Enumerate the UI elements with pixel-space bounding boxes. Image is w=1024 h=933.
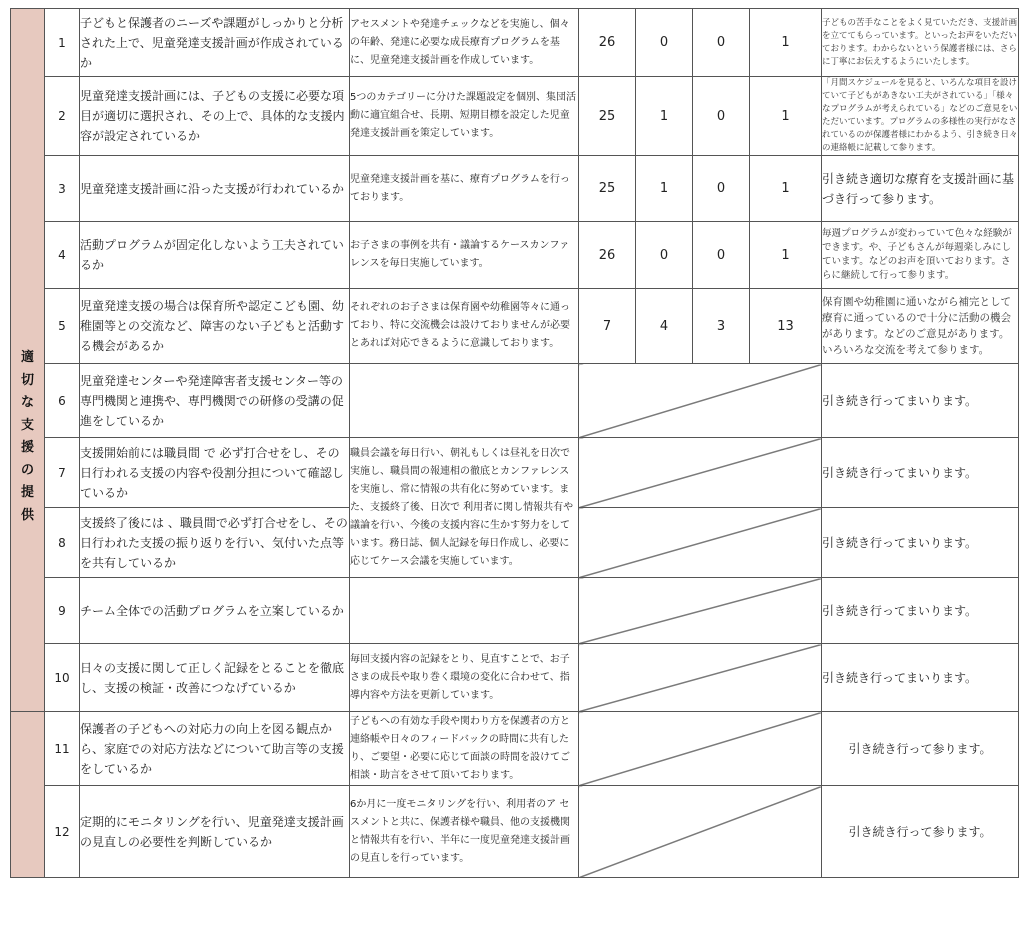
action-text: 児童発達支援計画を基に、療育プログラムを行っております。 [350, 156, 579, 222]
not-applicable-cell [579, 786, 822, 878]
row-number: 12 [45, 786, 80, 878]
evaluation-table [10, 8, 1019, 878]
category-char: 支 [20, 417, 34, 433]
question-text: 子どもと保護者のニーズや課題がしっかりと分析された上で、児童発達支援計画が作成されているか [80, 9, 350, 77]
table-row [11, 222, 1019, 289]
action-text: アセスメントや発達チェックなどを実施し、個々の年齢、発達に必要な成長療育プログラムを基に、児童発達支援計画を作成しています。 [350, 9, 579, 77]
not-applicable-cell [579, 712, 822, 786]
not-applicable-cell [579, 578, 822, 644]
row-number: 10 [45, 644, 80, 712]
row-number: 4 [45, 222, 80, 289]
improvement-note: 引き続き行ってまいります。 [822, 508, 1019, 578]
question-text: チーム全体での活動プログラムを立案しているか [80, 578, 350, 644]
action-text: 毎回支援内容の記録をとり、見直すことで、お子さまの成長や取り巻く環境の変化に合わせて、指導内容や方法を更新しています。 [350, 644, 579, 712]
action-text: 6か月に一度モニタリングを行い、利用者のア セスメントと共に、保護者様や職員、他の支援機関と情報共有を行い、半年に一度児童発達支援計画の見直しを行っています。 [350, 786, 579, 878]
row-number: 11 [45, 712, 80, 786]
table-row [11, 77, 1019, 156]
table-row [11, 644, 1019, 712]
question-text: 保護者の子どもへの対応力の向上を図る観点から、家庭での対応方法などについて助言等の支援をしているか [80, 712, 350, 786]
table-row [11, 289, 1019, 364]
count-neutral: 0 [636, 222, 693, 289]
count-neutral: 1 [636, 156, 693, 222]
question-text: 児童発達支援の場合は保育所や認定こども園、幼稚園等との交流など、障害のない子どもと活動する機会があるか [80, 289, 350, 364]
action-text: 職員会議を毎日行い、朝礼もしくは昼礼を日次で実施し、職員間の報連相の徹底とカンファレンスを実施し、常に情報の共有化に努めています。また、支援終了後、日次で 利用者に関し情報共有や議論を行い、今後の支援内容に生かす努力をしています。務日誌、個人記録を毎日作成し、必要に応じてケース会議を実施しています。 [350, 438, 579, 578]
count-unknown: 1 [750, 156, 822, 222]
category-label [11, 347, 44, 527]
count-yes: 25 [579, 156, 636, 222]
count-neutral: 0 [636, 9, 693, 77]
table-row [11, 578, 1019, 644]
count-unknown: 1 [750, 222, 822, 289]
improvement-note: 引き続き行ってまいります。 [822, 438, 1019, 508]
not-applicable-cell [579, 644, 822, 712]
count-yes: 26 [579, 222, 636, 289]
improvement-note: 「月間スケジュールを見ると、いろんな項目を設けていて子どもがあきない工夫がされている」「様々なプログラムが考えられている」などのご意見をいただいています。プログラムの多様性の実行がなされているのが保護者様にわかるよう、引き続き日々の連絡帳に記載して参ります。 [822, 77, 1019, 156]
table-row [11, 712, 1019, 786]
table-row [11, 364, 1019, 438]
count-no: 3 [693, 289, 750, 364]
question-text: 児童発達支援計画に沿った支援が行われているか [80, 156, 350, 222]
improvement-note: 引き続き適切な療育を支援計画に基づき行って参ります。 [822, 156, 1019, 222]
question-text: 支援終了後には 、職員間で必ず打合せをし、その日行われた支援の振り返りを行い、気付いた点等を共有しているか [80, 508, 350, 578]
count-neutral: 4 [636, 289, 693, 364]
count-no: 0 [693, 9, 750, 77]
question-text: 児童発達支援計画には、子どもの支援に必要な項目が適切に選択され、その上で、具体的な支援内容が設定されているか [80, 77, 350, 156]
question-text: 定期的にモニタリングを行い、児童発達支援計画の見直しの必要性を判断しているか [80, 786, 350, 878]
row-number: 5 [45, 289, 80, 364]
action-text: お子さまの事例を共有・議論するケースカンファレンスを毎日実施しています。 [350, 222, 579, 289]
improvement-note: 引き続き行ってまいります。 [822, 644, 1019, 712]
improvement-note: 引き続き行ってまいります。 [822, 364, 1019, 438]
table-row [11, 786, 1019, 878]
category-cell [11, 712, 45, 878]
category-cell [11, 9, 45, 712]
category-char: な [20, 395, 34, 410]
action-text: 子どもへの有効な手段や関わり方を保護者の方と連絡帳や日々のフィードバックの時間に共有したり、ご要望・必要に応じて面談の時間を設けてご相談・助言をさせて頂いております。 [350, 712, 579, 786]
count-yes: 25 [579, 77, 636, 156]
row-number: 2 [45, 77, 80, 156]
row-number: 8 [45, 508, 80, 578]
action-text: 5つのカテゴリーに分けた課題設定を個別、集団活動に適宜組合せ、長期、短期目標を設定した児童発達支援計画を策定しています。 [350, 77, 579, 156]
count-unknown: 13 [750, 289, 822, 364]
category-char: 供 [20, 507, 34, 523]
category-char: の [20, 462, 34, 478]
not-applicable-cell [579, 438, 822, 508]
improvement-note: 子どもの苦手なことをよく見ていただき、支援計画を立ててもらっています。といったお声をいただいております。わからないという保護者様には、さらに丁寧にお伝えするようにいたします。 [822, 9, 1019, 77]
count-unknown: 1 [750, 9, 822, 77]
row-number: 7 [45, 438, 80, 508]
category-char: 提 [20, 485, 34, 500]
category-char: 援 [20, 440, 34, 455]
count-unknown: 1 [750, 77, 822, 156]
row-number: 9 [45, 578, 80, 644]
row-number: 1 [45, 9, 80, 77]
count-no: 0 [693, 77, 750, 156]
improvement-note: 引き続き行って参ります。 [822, 786, 1019, 878]
table-row [11, 9, 1019, 77]
not-applicable-cell [579, 364, 822, 438]
question-text: 日々の支援に関して正しく記録をとることを徹底し、支援の検証・改善につなげているか [80, 644, 350, 712]
count-yes: 7 [579, 289, 636, 364]
improvement-note: 引き続き行ってまいります。 [822, 578, 1019, 644]
row-number: 3 [45, 156, 80, 222]
action-text [350, 578, 579, 644]
count-yes: 26 [579, 9, 636, 77]
improvement-note: 保育園や幼稚園に通いながら補完として療育に通っているので十分に活動の機会があります。などのご意見があります。いろいろな交流を考えて参ります。 [822, 289, 1019, 364]
action-text [350, 364, 579, 438]
count-no: 0 [693, 156, 750, 222]
count-no: 0 [693, 222, 750, 289]
not-applicable-cell [579, 508, 822, 578]
improvement-note: 引き続き行って参ります。 [822, 712, 1019, 786]
question-text: 児童発達センターや発達障害者支援センター等の専門機関と連携や、専門機関での研修の受講の促進をしているか [80, 364, 350, 438]
question-text: 支援開始前には職員間 で 必ず打合せをし、その日行われる支援の内容や役割分担について確認しているか [80, 438, 350, 508]
row-number: 6 [45, 364, 80, 438]
table-row [11, 438, 1019, 508]
table-row [11, 156, 1019, 222]
question-text: 活動プログラムが固定化しないよう工夫されているか [80, 222, 350, 289]
category-char: 切 [20, 372, 34, 388]
count-neutral: 1 [636, 77, 693, 156]
category-char: 適 [20, 350, 34, 365]
improvement-note: 毎週プログラムが変わっていて色々な経験ができます。や、子どもさんが毎週楽しみにしています。などのお声を頂いております。さらに継続して行って参ります。 [822, 222, 1019, 289]
action-text: それぞれのお子さまは保育園や幼稚園等々に通っており、特に交流機会は設けておりませんが必要とあれば対応できるように意識しております。 [350, 289, 579, 364]
